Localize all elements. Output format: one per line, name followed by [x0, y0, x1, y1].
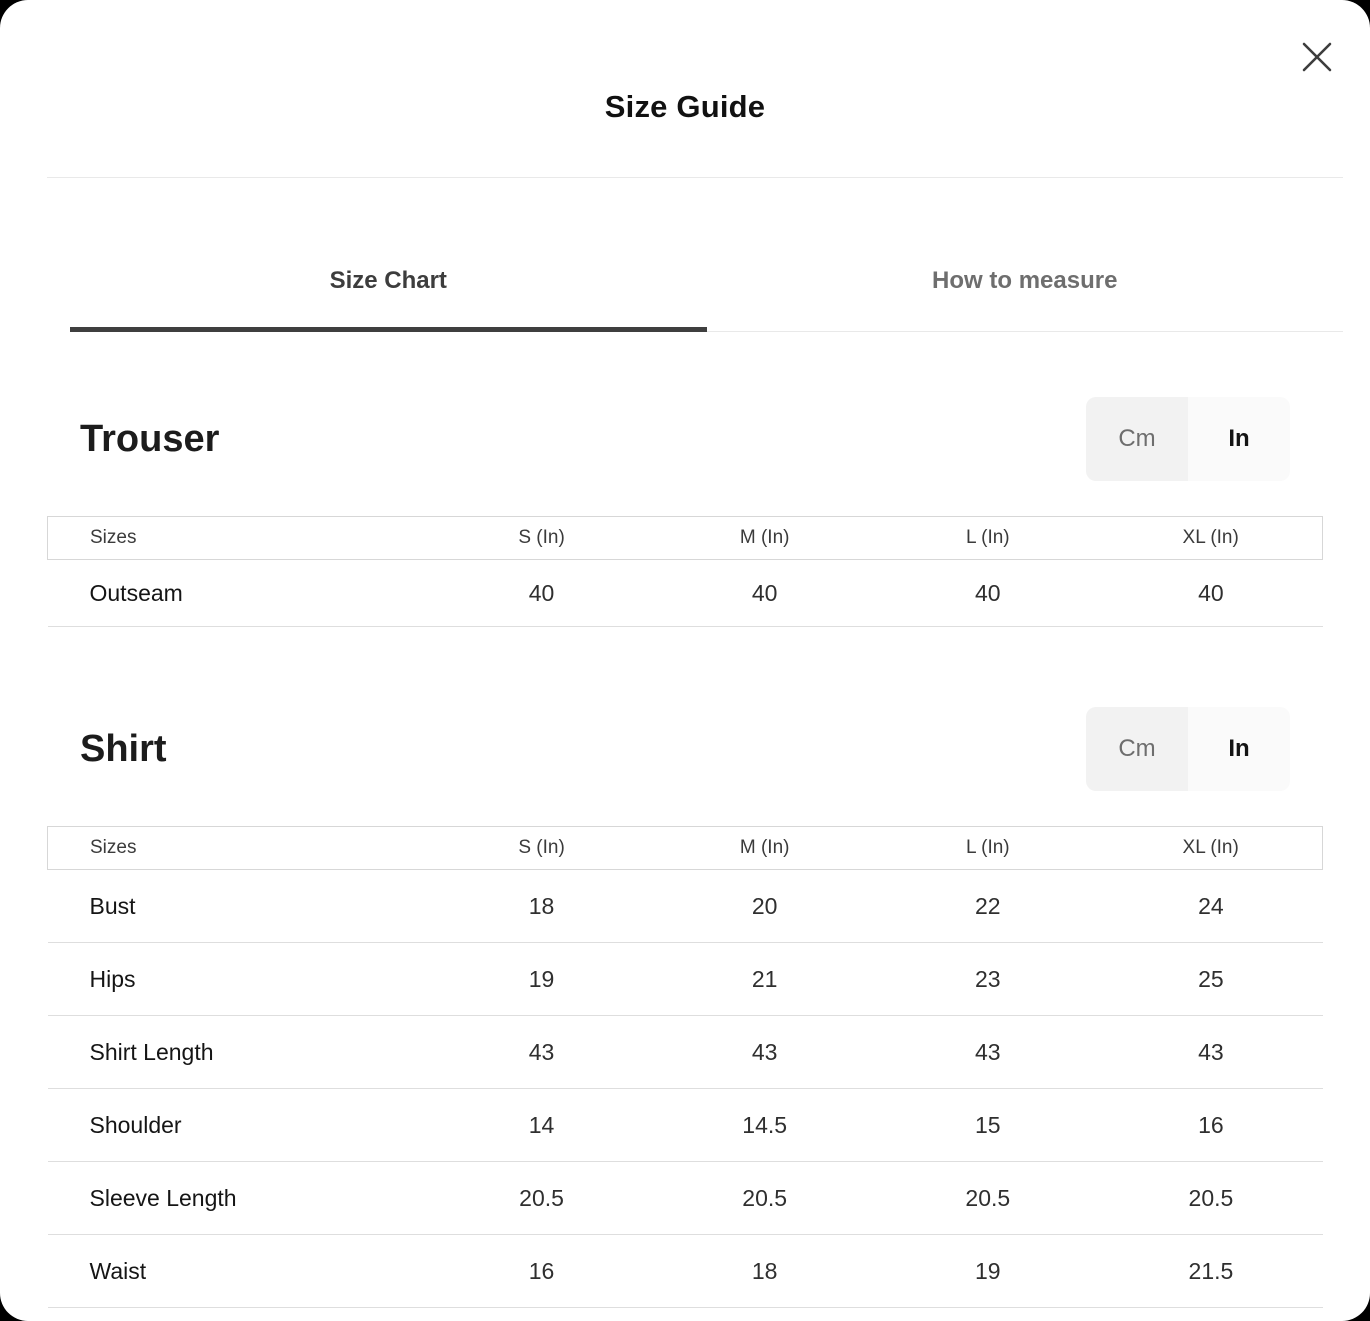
- cell-value: 25: [1099, 943, 1322, 1016]
- section-head: [80, 397, 1290, 481]
- table-header-cell: S (In): [430, 827, 653, 870]
- cell-value: 16: [430, 1235, 653, 1308]
- cell-value: 19: [876, 1235, 1099, 1308]
- close-icon: [1300, 40, 1334, 74]
- table-header-cell: L (In): [876, 827, 1099, 870]
- cell-value: 19: [430, 943, 653, 1016]
- cell-value: 40: [876, 560, 1099, 627]
- table-row: [48, 1016, 1323, 1089]
- cell-value: 18: [653, 1235, 876, 1308]
- row-label: Bust: [48, 870, 431, 943]
- size-section: [0, 397, 1370, 627]
- tab-bar: [70, 178, 1343, 332]
- size-table: [47, 826, 1323, 1308]
- table-header-cell: XL (In): [1099, 827, 1322, 870]
- cell-value: 21: [653, 943, 876, 1016]
- cell-value: 43: [1099, 1016, 1322, 1089]
- cell-value: 24: [1099, 870, 1322, 943]
- table-row: [48, 1235, 1323, 1308]
- cell-value: 43: [653, 1016, 876, 1089]
- tab-label: Size Chart: [329, 267, 447, 294]
- section-head: [80, 707, 1290, 791]
- size-section: [0, 707, 1370, 1308]
- unit-toggle: [1086, 707, 1290, 791]
- table-header-row: [48, 827, 1323, 870]
- table-row: [48, 943, 1323, 1016]
- cell-value: 14: [430, 1089, 653, 1162]
- unit-in-button[interactable]: In: [1188, 397, 1290, 481]
- table-row: [48, 1162, 1323, 1235]
- cell-value: 20.5: [1099, 1162, 1322, 1235]
- table-header-cell: L (In): [876, 517, 1099, 560]
- cell-value: 22: [876, 870, 1099, 943]
- size-table: [47, 516, 1323, 627]
- row-label: Shoulder: [48, 1089, 431, 1162]
- cell-value: 20.5: [430, 1162, 653, 1235]
- table-header-cell: Sizes: [48, 517, 431, 560]
- cell-value: 20.5: [876, 1162, 1099, 1235]
- cell-value: 43: [876, 1016, 1099, 1089]
- cell-value: 20: [653, 870, 876, 943]
- table-header-row: [48, 517, 1323, 560]
- tab-how-to-measure[interactable]: [707, 178, 1344, 331]
- tab-label: How to measure: [932, 267, 1118, 294]
- modal-title: Size Guide: [604, 89, 766, 124]
- table-row: [48, 560, 1323, 627]
- unit-in-button[interactable]: In: [1188, 707, 1290, 791]
- cell-value: 40: [1099, 560, 1322, 627]
- cell-value: 40: [430, 560, 653, 627]
- table-row: [48, 1089, 1323, 1162]
- tab-size-chart[interactable]: [70, 178, 707, 332]
- table-header-cell: S (In): [430, 517, 653, 560]
- modal-header: [0, 0, 1370, 128]
- cell-value: 23: [876, 943, 1099, 1016]
- unit-cm-button[interactable]: Cm: [1086, 397, 1188, 481]
- sections-container: [0, 397, 1370, 1308]
- unit-toggle: [1086, 397, 1290, 481]
- close-button[interactable]: [1296, 36, 1338, 78]
- row-label: Hips: [48, 943, 431, 1016]
- cell-value: 15: [876, 1089, 1099, 1162]
- table-header-cell: Sizes: [48, 827, 431, 870]
- table-header-cell: M (In): [653, 827, 876, 870]
- row-label: Waist: [48, 1235, 431, 1308]
- cell-value: 40: [653, 560, 876, 627]
- unit-cm-button[interactable]: Cm: [1086, 707, 1188, 791]
- section-heading: Shirt: [80, 727, 167, 770]
- cell-value: 43: [430, 1016, 653, 1089]
- cell-value: 20.5: [653, 1162, 876, 1235]
- row-label: Shirt Length: [48, 1016, 431, 1089]
- row-label: Outseam: [48, 560, 431, 627]
- row-label: Sleeve Length: [48, 1162, 431, 1235]
- cell-value: 14.5: [653, 1089, 876, 1162]
- cell-value: 21.5: [1099, 1235, 1322, 1308]
- table-header-cell: XL (In): [1099, 517, 1322, 560]
- section-heading: Trouser: [80, 417, 220, 460]
- cell-value: 16: [1099, 1089, 1322, 1162]
- cell-value: 18: [430, 870, 653, 943]
- table-row: [48, 870, 1323, 943]
- table-header-cell: M (In): [653, 517, 876, 560]
